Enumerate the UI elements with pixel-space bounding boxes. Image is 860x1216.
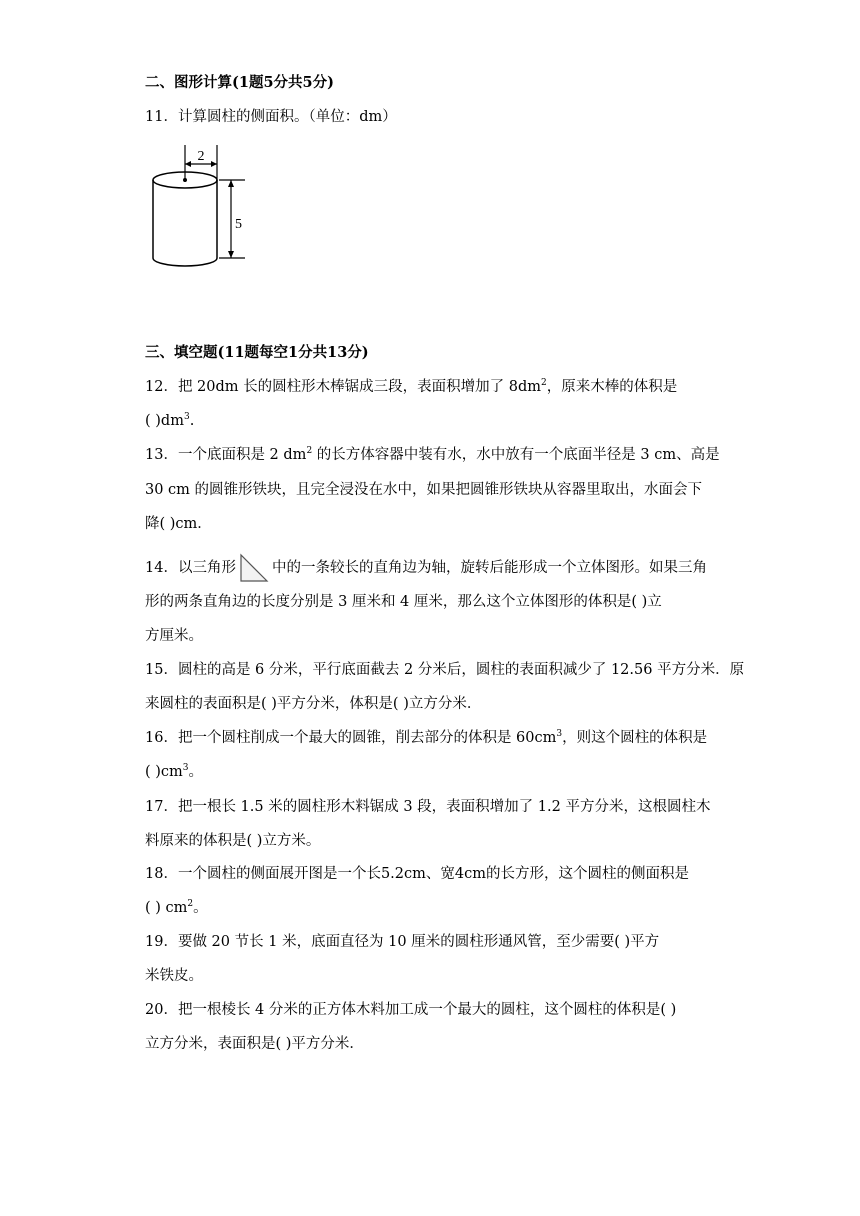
q17-line2: 料原来的体积是( )立方米。 [145, 833, 321, 849]
q20-line1: 20．把一根棱长 4 分米的正方体木料加工成一个最大的圆柱，这个圆柱的体积是( ) [145, 1002, 677, 1018]
q12-line1: 12．把 20dm 长的圆柱形木棒锯成三段，表面积增加了 $8dm^2$，原来木棒的体积是 [145, 378, 678, 395]
q16-line2: ( )$cm^3$。 [145, 763, 204, 780]
q18-line1: 18．一个圆柱的侧面展开图是一个长5.2cm、宽4cm的长方形，这个圆柱的侧面积是 [145, 866, 689, 882]
q14-line3: 方厘米。 [145, 628, 203, 644]
right-triangle-figure [238, 553, 270, 583]
radius-label: 2 [197, 149, 205, 164]
q14-line1: 14．以三角形 中的一条较长的直角边为轴，旋转后能形成一个立体图形。如果三角 [145, 553, 707, 583]
q20-line2: 立方分米，表面积是( )平方分米． [145, 1036, 364, 1052]
height-label: 5 [235, 217, 242, 232]
q17-line1: 17．把一根长 1.5 米的圆柱形木料锯成 3 段，表面积增加了 1.2 平方分米，这根圆柱木 [145, 799, 711, 815]
q16-line1: 16．把一个圆柱削成一个最大的圆锥，削去部分的体积是 $60cm^3$，则这个圆柱的体积是 [145, 729, 708, 746]
q15-line2: 来圆柱的表面积是( )平方分米，体积是( )立方分米． [145, 696, 482, 712]
q19-line2: 米铁皮。 [145, 968, 203, 984]
q13-line3: 降( )cm． [145, 516, 212, 532]
q14-line2: 形的两条直角边的长度分别是 3 厘米和 4 厘米，那么这个立体图形的体积是( )立 [145, 594, 662, 610]
q19-line1: 19．要做 20 节长 1 米，底面直径为 10 厘米的圆柱形通风管，至少需要( )平方 [145, 934, 660, 950]
cylinder-figure [145, 140, 255, 275]
q18-line2: ( ) $cm^2$。 [145, 899, 208, 916]
q13-line1: 13．一个底面积是 2 $dm^2$ 的长方体容器中装有水，水中放有一个底面半径是 3 cm、高是 [145, 446, 720, 463]
section3-heading: 三、填空题(11题每空1分共13分) [145, 344, 369, 361]
q12-line2: ( )$dm^3$. [145, 412, 195, 429]
q13-line2: 30 cm 的圆锥形铁块，且完全浸没在水中，如果把圆锥形铁块从容器里取出，水面会下 [145, 482, 703, 498]
section2-heading: 二、图形计算(1题5分共5分) [145, 74, 334, 91]
q11-text: 11．计算圆柱的侧面积。（单位：dm） [145, 109, 397, 125]
q15-line1: 15．圆柱的高是 6 分米，平行底面截去 2 分米后，圆柱的表面积减少了 12.56 平方分米．原 [145, 662, 745, 678]
